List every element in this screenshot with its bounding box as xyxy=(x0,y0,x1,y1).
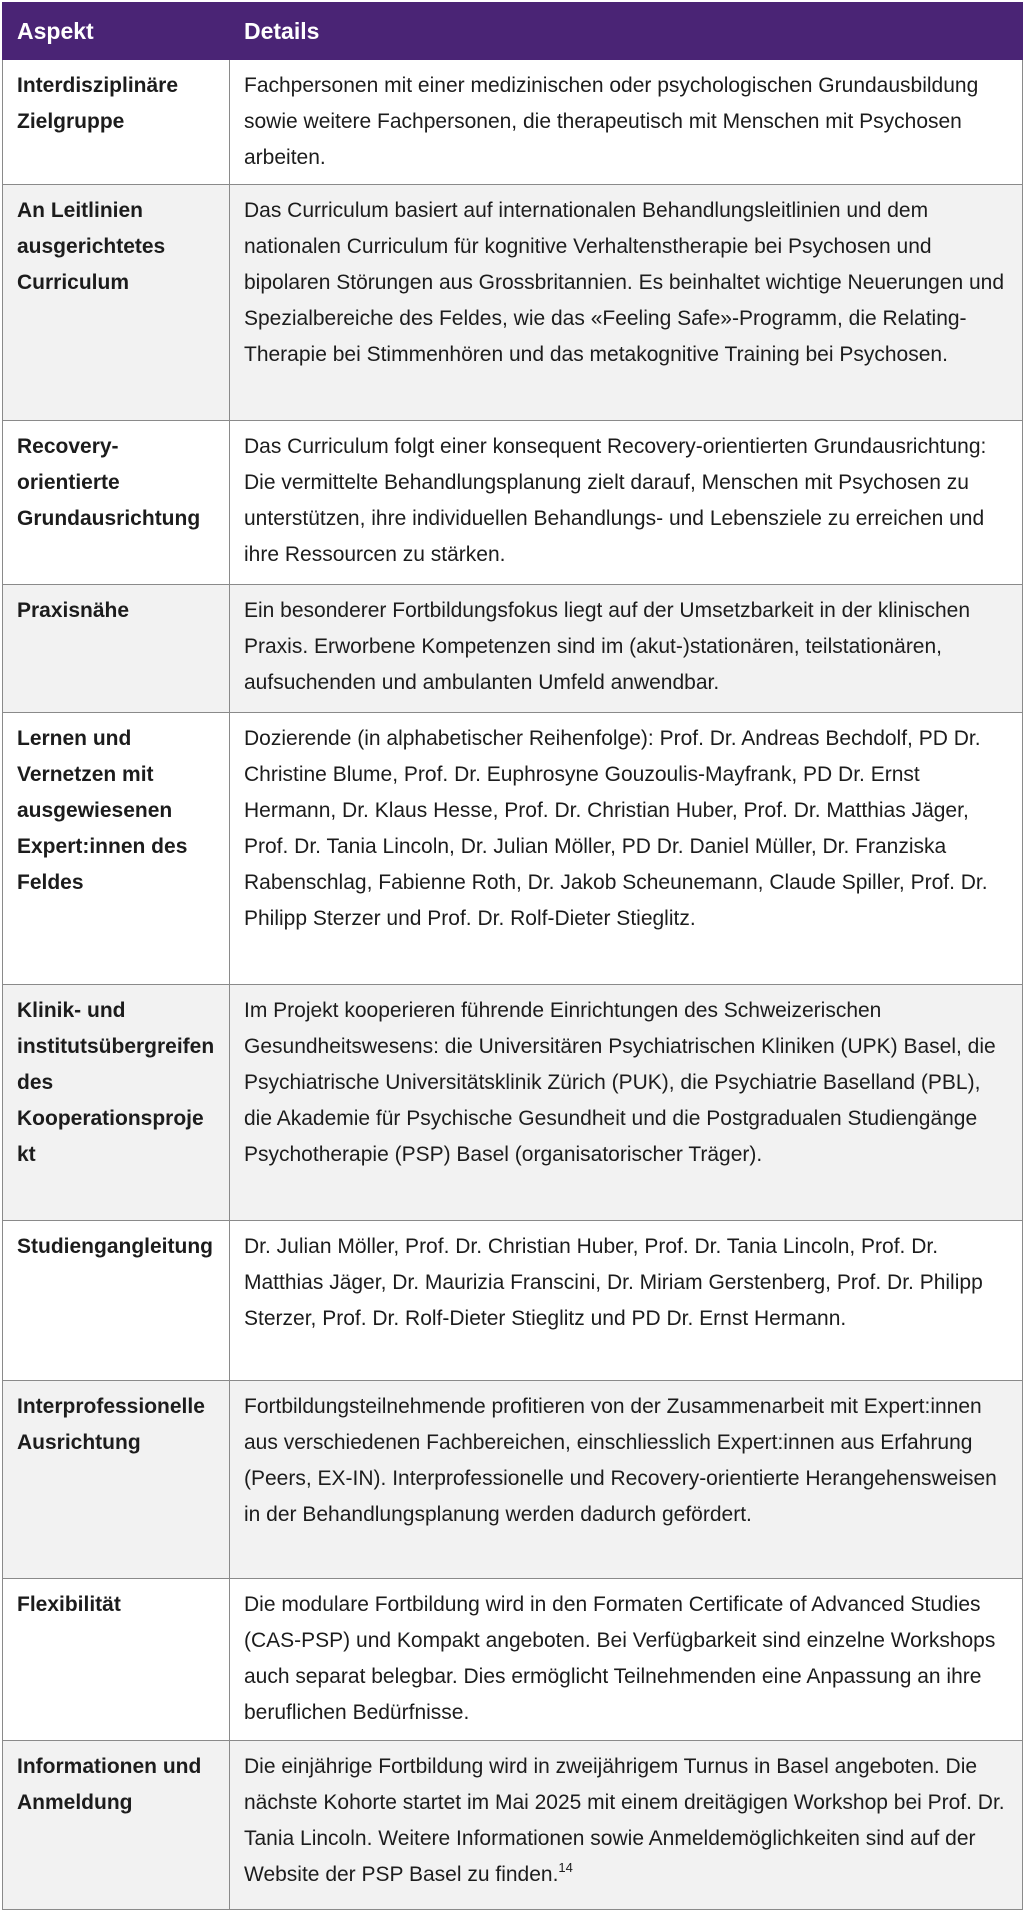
aspect-cell: Interdisziplinäre Zielgruppe xyxy=(3,60,230,185)
table-row xyxy=(3,421,1023,585)
details-text: Die einjährige Fortbildung wird in zweijährigem Turnus in Basel angeboten. Die nächste Kohorte startet im Mai 2025 mit einem dreitägigen Workshop bei Prof. Dr. Tania Lincoln. Weitere Informationen sowie Anmeldemöglichkeiten sind auf der Website der PSP Basel zu finden. xyxy=(244,1755,1005,1886)
table-row xyxy=(3,60,1023,185)
aspect-cell: Studiengangleitung xyxy=(3,1221,230,1381)
column-header-aspect: Aspekt xyxy=(3,3,230,60)
details-cell: Die modulare Fortbildung wird in den Formaten Certificate of Advanced Studies (CAS-PSP) und Kompakt angeboten. Bei Verfügbarkeit sind einzelne Workshops auch separat belegbar. Dies ermöglicht Teilnehmenden eine Anpassung an ihre beruflichen Bedürfnisse. xyxy=(230,1579,1023,1741)
details-cell: Fortbildungsteilnehmende profitieren von der Zusammenarbeit mit Expert:innen aus verschiedenen Fachbereichen, einschliesslich Expert:innen aus Erfahrung (Peers, EX-IN). Interprofessionelle und Recovery-orientierte Herangehensweisen in der Behandlungsplanung werden dadurch gefördert. xyxy=(230,1381,1023,1579)
footnote-marker: 14 xyxy=(558,1860,573,1875)
aspect-cell: Informationen und Anmeldung xyxy=(3,1741,230,1910)
details-cell: Das Curriculum basiert auf internationalen Behandlungsleitlinien und dem nationalen Curriculum für kognitive Verhaltenstherapie bei Psychosen und bipolaren Störungen aus Grossbritannien. Es beinhaltet wichtige Neuerungen und Spezialbereiche des Feldes, wie das «Feeling Safe»-Programm, die Relating-Therapie bei Stimmenhören und das metakognitive Training bei Psychosen. xyxy=(230,185,1023,421)
table-row xyxy=(3,1579,1023,1741)
table-row xyxy=(3,1221,1023,1381)
aspect-cell: Lernen und Vernetzen mit ausgewiesenen Expert:innen des Feldes xyxy=(3,713,230,985)
table-row xyxy=(3,1741,1023,1910)
aspect-cell: An Leitlinien ausgerichtetes Curriculum xyxy=(3,185,230,421)
overview-table xyxy=(2,2,1023,1910)
aspect-cell: Interprofessionelle Ausrichtung xyxy=(3,1381,230,1579)
aspect-cell: Klinik- und institutsübergreifendes Kooperationsprojekt xyxy=(3,985,230,1221)
table-row xyxy=(3,185,1023,421)
details-cell: Dr. Julian Möller, Prof. Dr. Christian Huber, Prof. Dr. Tania Lincoln, Prof. Dr. Matthias Jäger, Dr. Maurizia Franscini, Dr. Miriam Gerstenberg, Prof. Dr. Philipp Sterzer, Prof. Dr. Rolf-Dieter Stieglitz und PD Dr. Ernst Hermann. xyxy=(230,1221,1023,1381)
details-cell: Fachpersonen mit einer medizinischen oder psychologischen Grundausbildung sowie weitere Fachpersonen, die therapeutisch mit Menschen mit Psychosen arbeiten. xyxy=(230,60,1023,185)
table-row xyxy=(3,985,1023,1221)
details-cell: Dozierende (in alphabetischer Reihenfolge): Prof. Dr. Andreas Bechdolf, PD Dr. Christine Blume, Prof. Dr. Euphrosyne Gouzoulis-Mayfrank, PD Dr. Ernst Hermann, Dr. Klaus Hesse, Prof. Dr. Christian Huber, Prof. Dr. Matthias Jäger, Prof. Dr. Tania Lincoln, Dr. Julian Möller, PD Dr. Daniel Müller, Dr. Franziska Rabenschlag, Fabienne Roth, Dr. Jakob Scheunemann, Claude Spiller, Prof. Dr. Philipp Sterzer und Prof. Dr. Rolf-Dieter Stieglitz. xyxy=(230,713,1023,985)
details-cell: Das Curriculum folgt einer konsequent Recovery-orientierten Grundausrichtung: Die vermittelte Behandlungsplanung zielt darauf, Menschen mit Psychosen zu unterstützen, ihre individuellen Behandlungs- und Lebensziele zu erreichen und ihre Ressourcen zu stärken. xyxy=(230,421,1023,585)
details-cell: Im Projekt kooperieren führende Einrichtungen des Schweizerischen Gesundheitswesens: die Universitären Psychiatrischen Kliniken (UPK) Basel, die Psychiatrische Universitätsklinik Zürich (PUK), die Psychiatrie Baselland (PBL), die Akademie für Psychische Gesundheit und die Postgradualen Studiengänge Psychotherapie (PSP) Basel (organisatorischer Träger). xyxy=(230,985,1023,1221)
table-row xyxy=(3,1381,1023,1579)
table-row xyxy=(3,585,1023,713)
aspect-cell: Recovery-orientierte Grundausrichtung xyxy=(3,421,230,585)
aspect-cell: Praxisnähe xyxy=(3,585,230,713)
table-row xyxy=(3,713,1023,985)
aspect-cell: Flexibilität xyxy=(3,1579,230,1741)
details-cell xyxy=(230,1741,1023,1910)
details-cell: Ein besonderer Fortbildungsfokus liegt auf der Umsetzbarkeit in der klinischen Praxis. Erworbene Kompetenzen sind im (akut-)stationären, teilstationären, aufsuchenden und ambulanten Umfeld anwendbar. xyxy=(230,585,1023,713)
column-header-details: Details xyxy=(230,3,1023,60)
table-header-row xyxy=(3,3,1023,60)
